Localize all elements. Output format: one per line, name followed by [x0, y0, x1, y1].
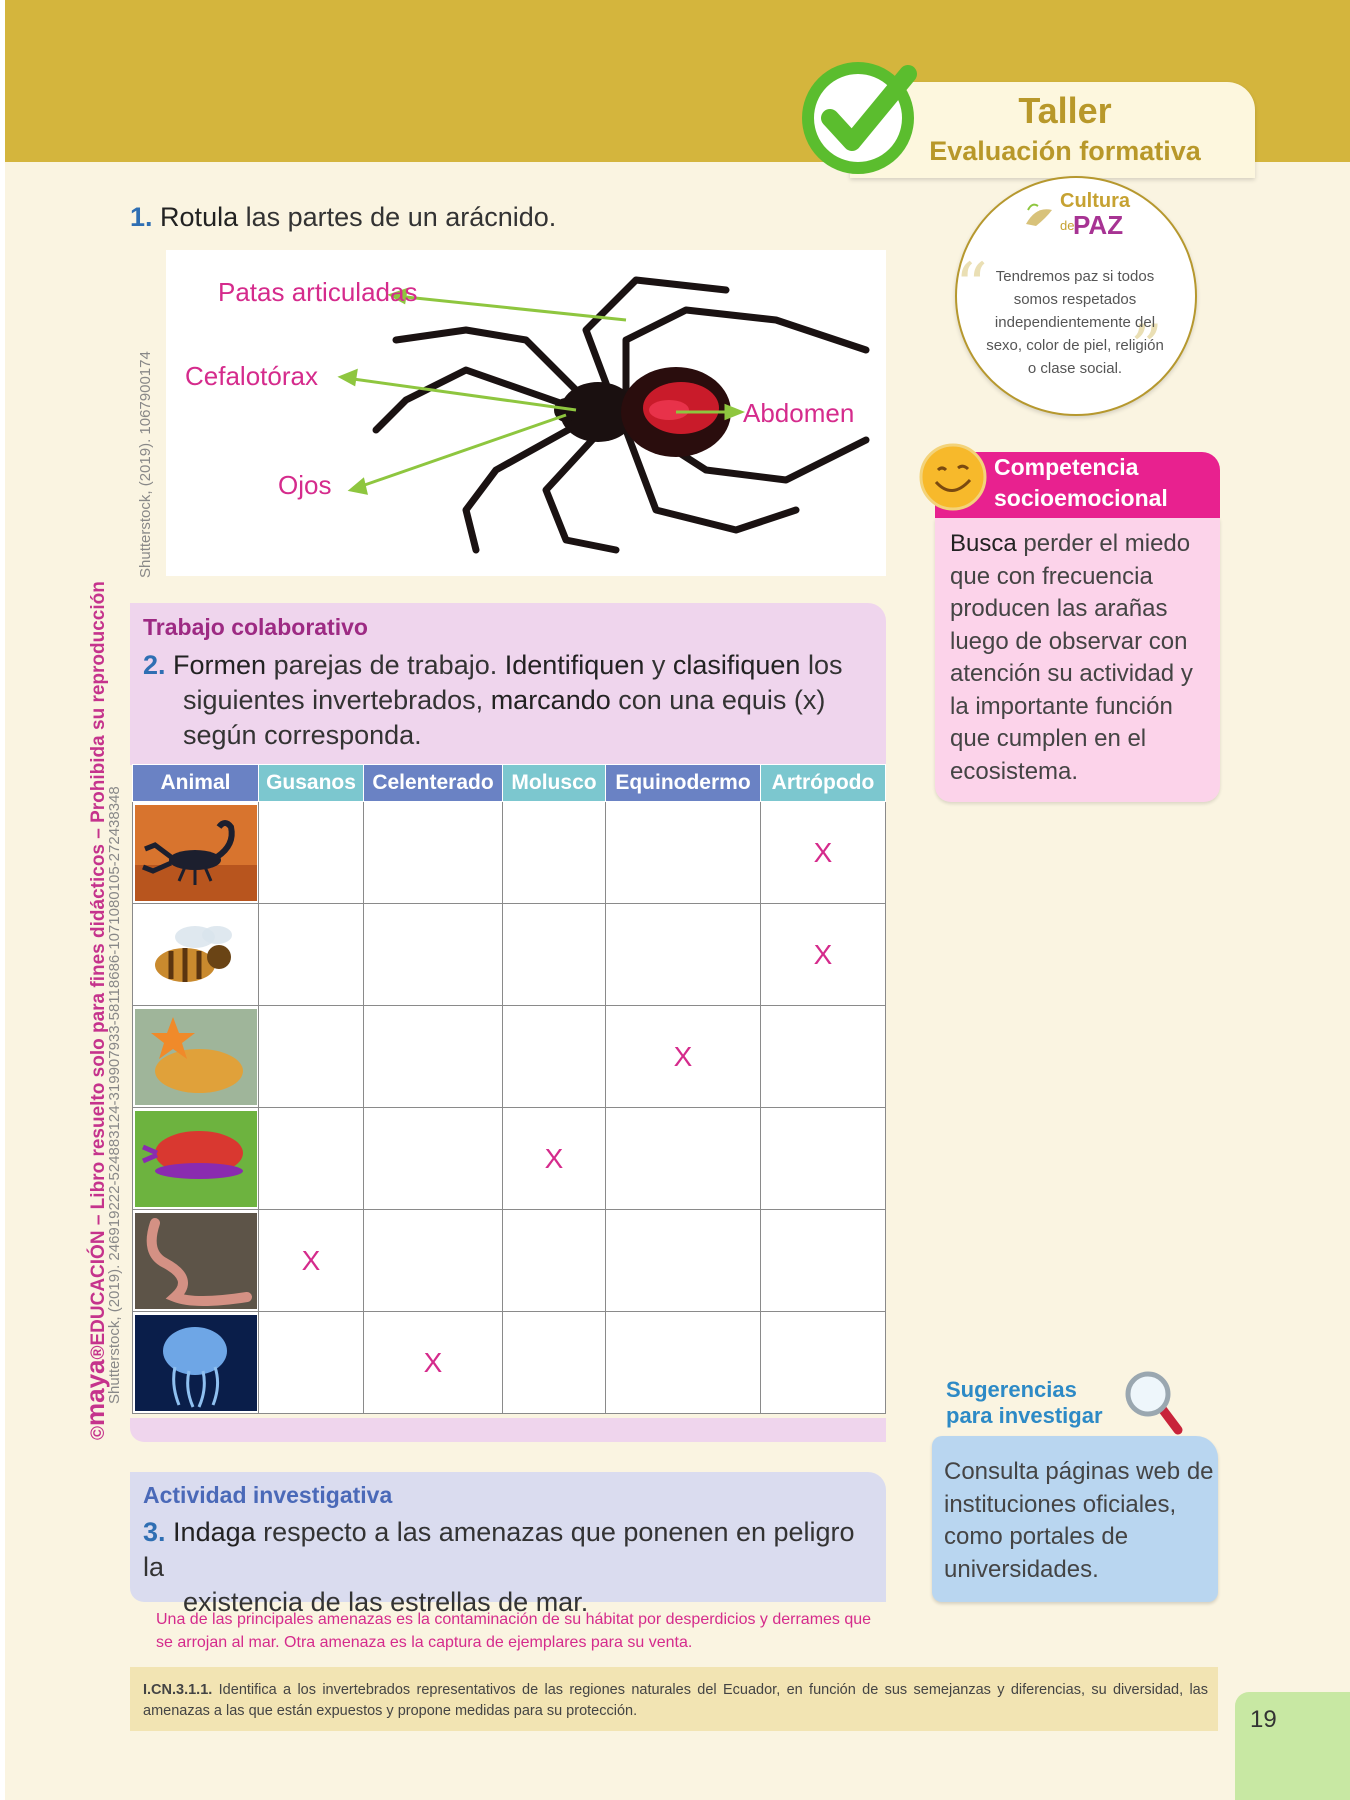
mark-cell[interactable]	[364, 904, 503, 1006]
animal-cell	[133, 802, 259, 904]
q2-line2b: con una equis (x)	[610, 685, 826, 715]
competencia-text	[950, 528, 1215, 788]
page-title: Taller	[1018, 90, 1112, 131]
mark-cell[interactable]	[259, 1312, 364, 1414]
mark-cell[interactable]: X	[259, 1210, 364, 1312]
mark-cell[interactable]	[364, 1108, 503, 1210]
sea-slug-image	[135, 1111, 257, 1207]
table-row	[133, 1006, 886, 1108]
image-credit: Shutterstock, (2019). 1067900174	[137, 351, 154, 578]
q2-line2a: siguientes invertebrados,	[183, 685, 491, 715]
mark-cell[interactable]	[761, 1210, 886, 1312]
mark-cell[interactable]	[761, 1312, 886, 1414]
col-header-artropodo: Artrópodo	[761, 765, 886, 802]
close-quote-icon: ”	[1130, 312, 1163, 386]
label-ojos: Ojos	[278, 470, 332, 500]
question-text: las partes de un arácnido.	[238, 202, 557, 232]
suggestions-title-2: para investigar	[946, 1403, 1103, 1428]
mark-cell[interactable]	[606, 1108, 761, 1210]
mark-cell[interactable]	[606, 1312, 761, 1414]
competencia-body: perder el miedo que con frecuencia producen las arañas luego de observar con atención su actividad y la importante función que cumplen en el ecosistema.	[950, 530, 1193, 785]
mark-cell[interactable]: X	[761, 904, 886, 1006]
cultura-logo-de: de	[1060, 218, 1075, 233]
animal-cell	[133, 1006, 259, 1108]
investigation-title: Actividad investigativa	[143, 1482, 393, 1508]
label-cefalotorax: Cefalotórax	[185, 361, 318, 391]
table-row	[133, 1108, 886, 1210]
criterion-code: I.CN.3.1.1.	[143, 1682, 213, 1698]
question-3	[143, 1515, 883, 1620]
label-patas-articuladas: Patas articuladas	[218, 277, 418, 307]
col-header-molusco: Molusco	[503, 765, 606, 802]
smiley-icon	[918, 442, 988, 512]
mark-cell[interactable]	[761, 1006, 886, 1108]
mark-cell[interactable]	[503, 802, 606, 904]
page-subtitle: Evaluación formativa	[929, 136, 1201, 166]
question-verb: Rotula	[160, 202, 239, 232]
suggestions-title: Sugerencias	[946, 1377, 1077, 1402]
animal-cell	[133, 1210, 259, 1312]
q2-t1: parejas de trabajo.	[266, 650, 505, 680]
animal-cell	[133, 1108, 259, 1210]
mark-cell[interactable]	[606, 904, 761, 1006]
question-number: 1.	[130, 202, 153, 232]
mark-cell[interactable]	[364, 802, 503, 904]
answer-text[interactable]: Una de las principales amenazas es la contaminación de su hábitat por desperdicios y derrames que se arrojan al mar. Otra amenaza es la captura de ejemplares para su venta.	[156, 1611, 872, 1651]
q3-line1: respecto a las amenazas que ponenen en peligro la	[143, 1517, 855, 1582]
mark-cell[interactable]	[503, 1312, 606, 1414]
q3-verb: Indaga	[173, 1517, 256, 1547]
scorpion-image	[135, 805, 257, 901]
question-1	[130, 202, 556, 233]
table-image-credit: Shutterstock, (2019). 246919222-524883124-319907933-58118686-1071080105-272438348	[106, 786, 123, 1404]
q2-w1: Formen	[173, 650, 267, 680]
q2-w4: marcando	[490, 685, 611, 715]
col-header-equinodermo: Equinodermo	[606, 765, 761, 802]
question-number: 2.	[143, 650, 166, 680]
mark-cell[interactable]: X	[364, 1312, 503, 1414]
mark-cell[interactable]	[503, 904, 606, 1006]
mark-cell[interactable]: X	[761, 802, 886, 904]
label-abdomen: Abdomen	[743, 398, 855, 428]
mark-cell[interactable]: X	[503, 1108, 606, 1210]
table-header-row	[133, 765, 886, 802]
mark-cell[interactable]	[259, 1108, 364, 1210]
animal-cell	[133, 1312, 259, 1414]
competencia-title: Competencia	[994, 454, 1139, 480]
page-edge	[0, 0, 5, 1800]
animal-cell	[133, 904, 259, 1006]
magnifier-icon	[1120, 1366, 1192, 1438]
mark-cell[interactable]	[259, 1006, 364, 1108]
mark-cell[interactable]	[606, 802, 761, 904]
brand-logo: maya	[80, 1359, 110, 1426]
competencia-verb: Busca	[950, 530, 1017, 557]
classification-table	[132, 764, 886, 1414]
q2-line3: según corresponda.	[183, 720, 422, 750]
mark-cell[interactable]	[259, 904, 364, 1006]
starfish-image	[135, 1009, 257, 1105]
mark-cell[interactable]: X	[606, 1006, 761, 1108]
cultura-logo-paz: PAZ	[1073, 210, 1124, 240]
col-header-animal: Animal	[133, 765, 259, 802]
bee-image	[135, 907, 257, 1003]
table-row	[133, 802, 886, 904]
q2-w3: clasifiquen	[672, 650, 801, 680]
table-row	[133, 904, 886, 1006]
mark-cell[interactable]	[259, 802, 364, 904]
table-row	[133, 1210, 886, 1312]
mark-cell[interactable]	[606, 1210, 761, 1312]
earthworm-image	[135, 1213, 257, 1309]
question-number: 3.	[143, 1517, 166, 1547]
peace-quote-text: Tendremos paz si todos somos respetados independientemente del sexo, color de piel, religión o clase social.	[986, 268, 1164, 377]
jellyfish-image	[135, 1315, 257, 1411]
q2-w2: Identifiquen	[504, 650, 645, 680]
criterion-text	[143, 1680, 1208, 1722]
col-header-gusanos: Gusanos	[259, 765, 364, 802]
mark-cell[interactable]	[503, 1210, 606, 1312]
cultura-logo-text: Cultura	[1060, 190, 1130, 212]
open-quote-icon: “	[955, 250, 988, 324]
q3-line2: existencia de las estrellas de mar.	[183, 1587, 589, 1617]
copyright-symbol: ©	[88, 1426, 109, 1440]
collab-title: Trabajo colaborativo	[143, 614, 368, 640]
mark-cell[interactable]	[761, 1108, 886, 1210]
checkmark-icon	[800, 56, 920, 176]
mark-cell[interactable]	[364, 1210, 503, 1312]
question-2	[143, 648, 883, 753]
copyright-text: EDUCACIÓN – Libro resuelto solo para fines didácticos – Prohibida su reproducción	[88, 581, 109, 1346]
q2-t3: los	[800, 650, 843, 680]
table-row	[133, 1312, 886, 1414]
registered-mark: ®	[88, 1345, 109, 1360]
dove-icon	[1022, 196, 1062, 236]
competencia-title-2: socioemocional	[994, 485, 1168, 511]
suggestions-text: Consulta páginas web de instituciones oficiales, como portales de universidades.	[944, 1458, 1214, 1583]
collab-panel-bottom	[130, 1418, 886, 1442]
mark-cell[interactable]	[503, 1006, 606, 1108]
page-number: 19	[1250, 1706, 1277, 1733]
mark-cell[interactable]	[364, 1006, 503, 1108]
col-header-celenterado: Celenterado	[364, 765, 503, 802]
criterion-body: Identifica a los invertebrados representativos de las regiones naturales del Ecuador, en función de sus semejanzas y diferencias, su diversidad, las amenazas a las que están expuestos y propone medidas para su protección.	[143, 1682, 1208, 1719]
q2-t2: y	[644, 650, 673, 680]
